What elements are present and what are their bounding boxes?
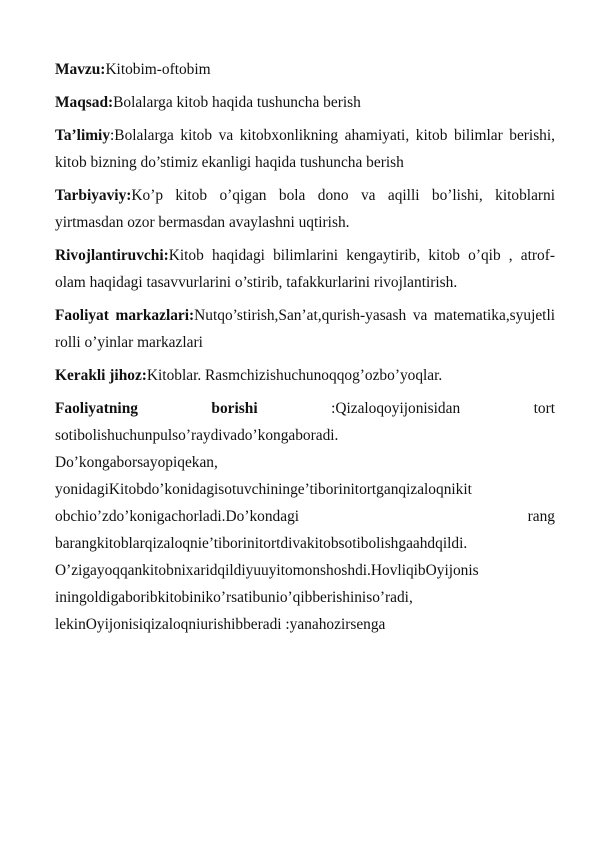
- story-line: yonidagiKitobdo’konidagisotuvchininge’tiborinitortganqizaloqnikit: [55, 481, 472, 498]
- educational-text: :Bolalarga kitob va kitobxonlikning ahamiyati, kitob bilimlar berishi, kitob bizning do’stimiz ekanligi haqida tushuncha berish: [55, 127, 555, 171]
- goal-label: Maqsad:: [55, 94, 114, 111]
- story-line: barangkitoblarqizaloqnie’tiborinitortdivakitobsotibolishgaahdqildi.: [55, 535, 468, 552]
- developmental-text: Kitob haqidagi bilimlarini kengaytirib, kitob o’qib , atrof-olam haqidagi tasavvurlarini o’stirib, tafakkurlarini rivojlantirish.: [55, 247, 555, 291]
- activity-centers-label: Faoliyat markazlari:: [55, 307, 195, 324]
- upbringing-text: Ko’p kitob o’qigan bola dono va aqilli bo’lishi, kitoblarni yirtmasdan ozor bermasdan avaylashni uqtirish.: [55, 187, 555, 231]
- activity-story: [55, 449, 555, 638]
- story-line: iningoldigaboribkitobiniko’rsatibunio’qibberishiniso’radi,: [55, 589, 413, 606]
- activity-centers-text: Nutqo’stirish,San’at,qurish-yasash va matematika,syujetli rolli o’yinlar markazlari: [55, 307, 555, 351]
- equipment-label: Kerakli jihoz:: [55, 367, 147, 384]
- educational-paragraph: [55, 122, 555, 176]
- goal-text: Bolalarga kitob haqida tushuncha berish: [113, 94, 361, 111]
- developmental-label: Rivojlantiruvchi:: [55, 247, 169, 264]
- equipment-text: Kitoblar. Rasmchizishuchunoqqog’ozbo’yoqlar.: [146, 367, 443, 384]
- developmental-paragraph: [55, 242, 555, 296]
- activity-progress-text: :Qizaloqoyijonisidan tort sotibolishuchunpulso’raydivado’kongaboradi.: [55, 400, 555, 444]
- activity-progress-label: Faoliyatning borishi: [55, 400, 258, 417]
- story-line: O’zigayoqqankitobnixaridqildiyuuyitomonshoshdi.HovliqibOyijonis: [55, 562, 479, 579]
- topic-text: Kitobim-oftobim: [105, 61, 211, 78]
- topic-paragraph: [55, 56, 555, 83]
- equipment-paragraph: [55, 362, 555, 389]
- topic-label: Mavzu:: [55, 61, 106, 78]
- story-line: lekinOyijonisiqizaloqniurishibberadi :yanahozirsenga: [55, 616, 386, 633]
- educational-label: Ta’limiy: [55, 127, 111, 144]
- activity-centers-paragraph: [55, 302, 555, 356]
- activity-progress-paragraph: [55, 395, 555, 449]
- story-line: Do’kongaborsayopiqekan,: [55, 454, 218, 471]
- goal-paragraph: [55, 89, 555, 116]
- story-line: obchio’zdo’konigachorladi.Do’kondagi rang: [55, 508, 555, 525]
- upbringing-label: Tarbiyaviy:: [55, 187, 132, 204]
- document-page: [55, 56, 555, 638]
- upbringing-paragraph: [55, 182, 555, 236]
